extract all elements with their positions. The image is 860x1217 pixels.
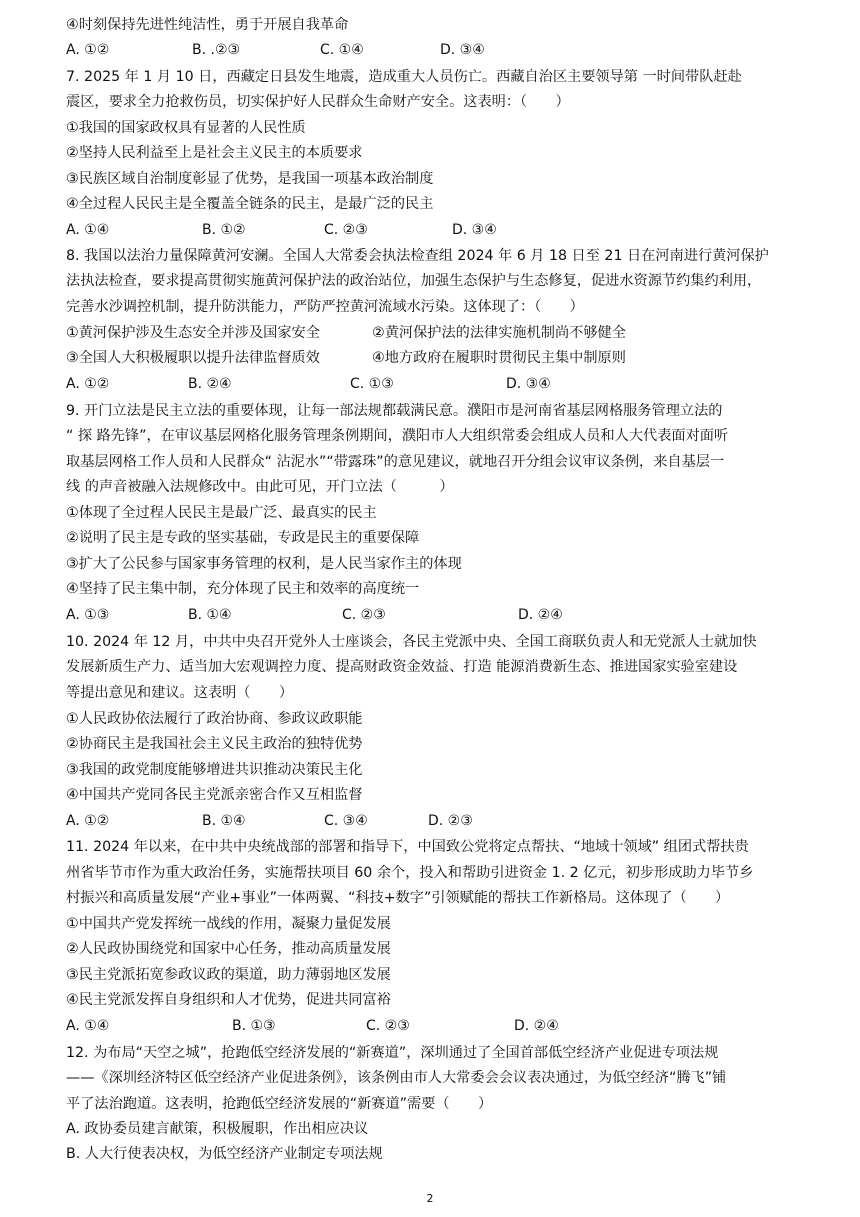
q8-item-2: ②黄河保护法的法律实施机制尚不够健全 xyxy=(372,325,626,341)
q6-item-4: ④时刻保持先进性纯洁性，勇于开展自我革命 xyxy=(66,17,349,33)
option-d: D. ②③ xyxy=(428,813,473,829)
option-c: C. ②③ xyxy=(324,222,368,238)
option-a: A. ①② xyxy=(66,42,110,58)
page-number: 2 xyxy=(426,1192,434,1205)
option-c: C. ①④ xyxy=(320,42,364,58)
q6-options xyxy=(66,37,806,63)
q8-item-3: ③全国人大积极履职以提升法律监督质效 xyxy=(66,350,320,366)
q11-item-4: ④民主党派发挥自身组织和人才优势，促进共同富裕 xyxy=(66,992,391,1008)
q11-item-1: ①中国共产党发挥统一战线的作用，凝聚力量促发展 xyxy=(66,916,391,932)
option-d: D. ③④ xyxy=(452,222,497,238)
option-d: D. ②④ xyxy=(514,1018,559,1034)
q9-stem-line-4: 线 的声音被融入法规修改中。由此可见，开门立法（ ） xyxy=(66,479,454,495)
q10-item-4: ④中国共产党同各民主党派亲密合作又互相监督 xyxy=(66,787,363,803)
q7-stem-line-1: 7. 2025 年 1 月 10 日，西藏定日县发生地震，造成重大人员伤亡。西藏自治区主要领导第 一时间带队赶赴 xyxy=(66,69,742,85)
option-b: B. ①② xyxy=(202,222,246,238)
option-d: D. ③④ xyxy=(506,376,551,392)
option-b: B. ②④ xyxy=(188,376,232,392)
q7-stem-line-2: 震区，要求全力抢救伤员，切实保护好人民群众生命财产安全。这表明：（ ） xyxy=(66,94,570,110)
q11-item-2: ②人民政协围绕党和国家中心任务，推动高质量发展 xyxy=(66,941,391,957)
q9-options xyxy=(66,602,806,628)
option-a: A. ①② xyxy=(66,376,110,392)
q9-item-2: ②说明了民主是专政的坚实基础，专政是民主的重要保障 xyxy=(66,530,420,546)
q9-stem-line-3: 取基层网格工作人员和人民群众“ 沾泥水”“带露珠”的意见建议，就地召开分组会议审议条例，来自基层一 xyxy=(66,454,725,470)
q9-item-3: ③扩大了公民参与国家事务管理的权利，是人民当家作主的体现 xyxy=(66,556,462,572)
option-c: C. ③④ xyxy=(324,813,368,829)
q9-item-4: ④坚持了民主集中制，充分体现了民主和效率的高度统一 xyxy=(66,581,420,597)
q8-item-1: ①黄河保护涉及生态安全并涉及国家安全 xyxy=(66,325,320,341)
q8-items-row-2 xyxy=(66,345,806,371)
q10-stem-line-1: 10. 2024 年 12 月，中共中央召开党外人士座谈会，各民主党派中央、全国工商联负责人和无党派人士就加快 xyxy=(66,634,757,650)
option-a: A. ①④ xyxy=(66,1018,110,1034)
q10-item-2: ②协商民主是我国社会主义民主政治的独特优势 xyxy=(66,736,363,752)
q8-items-row-1 xyxy=(66,320,806,346)
option-b: B. ①③ xyxy=(232,1018,276,1034)
q11-item-3: ③民主党派拓宽参政议政的渠道，助力薄弱地区发展 xyxy=(66,967,391,983)
q8-stem-line-2: 法执法检查，要求提高贯彻实施黄河保护法的政治站位，加强生态保护与生态修复，促进水资源节约集约利用， xyxy=(66,273,762,289)
q10-stem-line-2: 发展新质生产力、适当加大宏观调控力度、提高财政资金效益、打造 能源消费新生态、推进国家实验室建设 xyxy=(66,659,738,675)
option-a: A. ①④ xyxy=(66,222,110,238)
option-b: B. .②③ xyxy=(192,42,241,58)
option-a: A. ①② xyxy=(66,813,110,829)
option-c: C. ①③ xyxy=(350,376,394,392)
q12-option-a: A. 政协委员建言献策，积极履职，作出相应决议 xyxy=(66,1121,369,1137)
q10-stem-line-3: 等提出意见和建议。这表明（ ） xyxy=(66,685,294,701)
q10-item-1: ①人民政协依法履行了政治协商、参政议政职能 xyxy=(66,711,363,727)
q8-item-4: ④地方政府在履职时贯彻民主集中制原则 xyxy=(372,350,626,366)
q11-stem-line-3: 村振兴和高质量发展“产业+事业”一体两翼、“科技+数字”引领赋能的帮扶工作新格局。这体现了（ ） xyxy=(66,890,730,906)
option-b: B. ①④ xyxy=(202,813,246,829)
option-b: B. ①④ xyxy=(188,607,232,623)
q7-item-4: ④全过程人民民主是全覆盖全链条的民主，是最广泛的民主 xyxy=(66,196,434,212)
q11-stem-line-2: 州省毕节市作为重大政治任务，实施帮扶项目 60 余个，投入和帮助引进资金 1. 2 亿元，初步形成助力毕节乡 xyxy=(66,865,754,881)
q8-stem-line-1: 8. 我国以法治力量保障黄河安澜。全国人大常委会执法检查组 2024 年 6 月 18 日至 21 日在河南进行黄河保护 xyxy=(66,248,769,264)
q9-stem-line-2: “ 探 路先锋”，在审议基层网格化服务管理条例期间，濮阳市人大组织常委会组成人员和人大代表面对面听 xyxy=(66,428,729,444)
q8-stem-line-3: 完善水沙调控机制，提升防洪能力，严防严控黄河流域水污染。这体现了：（ ） xyxy=(66,299,584,315)
q12-stem-line-1: 12. 为布局“天空之城”，抢跑低空经济发展的“新赛道”，深圳通过了全国首部低空经济产业促进专项法规 xyxy=(66,1045,719,1061)
q9-item-1: ①体现了全过程人民民主是最广泛、最真实的民主 xyxy=(66,505,377,521)
q12-stem-line-2: ——《深圳经济特区低空经济产业促进条例》，该条例由市人大常委会会议表决通过，为低空经济“腾飞”铺 xyxy=(66,1070,727,1086)
q7-item-3: ③民族区域自治制度彰显了优势，是我国一项基本政治制度 xyxy=(66,171,434,187)
q10-options xyxy=(66,808,806,834)
q11-stem-line-1: 11. 2024 年以来，在中共中央统战部的部署和指导下，中国致公党将定点帮扶、“地域十领域” 组团式帮扶贵 xyxy=(66,839,749,855)
option-c: C. ②③ xyxy=(366,1018,410,1034)
q12-stem-line-3: 平了法治跑道。这表明，抢跑低空经济发展的“新赛道”需要（ ） xyxy=(66,1096,493,1112)
q7-item-1: ①我国的国家政权具有显著的人民性质 xyxy=(66,120,306,136)
q9-stem-line-1: 9. 开门立法是民主立法的重要体现，让每一部法规都载满民意。濮阳市是河南省基层网格服务管理立法的 xyxy=(66,403,723,419)
q10-item-3: ③我国的政党制度能够增进共识推动决策民主化 xyxy=(66,762,363,778)
q11-options xyxy=(66,1013,806,1039)
option-d: D. ③④ xyxy=(440,42,485,58)
q7-options xyxy=(66,217,806,243)
option-c: C. ②③ xyxy=(342,607,386,623)
option-d: D. ②④ xyxy=(518,607,563,623)
q8-options xyxy=(66,371,806,397)
option-a: A. ①③ xyxy=(66,607,110,623)
q7-item-2: ②坚持人民利益至上是社会主义民主的本质要求 xyxy=(66,145,363,161)
q12-option-b: B. 人大行使表决权，为低空经济产业制定专项法规 xyxy=(66,1146,383,1162)
